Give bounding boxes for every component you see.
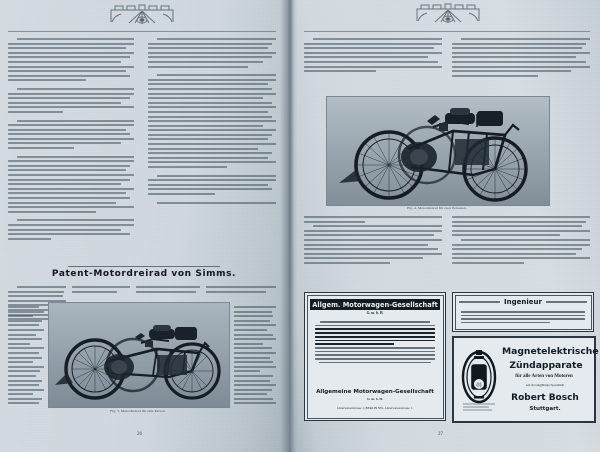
left-page-col3-lower bbox=[136, 286, 200, 302]
ad-bosch-subtagline: seit als langjährige Spezialität bbox=[525, 383, 565, 387]
ad-bosch-company: Robert Bosch bbox=[511, 393, 579, 403]
bosch-magneto-trademark bbox=[459, 344, 499, 414]
ad-bosch-title-line1: Magnetelektrische bbox=[502, 346, 599, 357]
left-page-col2-lower bbox=[72, 286, 130, 302]
figure-4-motor-tricycle-photo bbox=[326, 96, 550, 206]
right-page-col1-upper bbox=[304, 38, 442, 82]
figure-4-caption: Fig. 4. Motordreirad für zwei Personen. bbox=[407, 206, 467, 210]
left-page-top-rule bbox=[8, 31, 276, 32]
right-page-col2-lower bbox=[452, 216, 590, 278]
ad-ingenieur-title-row bbox=[459, 298, 587, 306]
ad-ingenieur-rule-right bbox=[546, 301, 587, 302]
right-page-col2-upper bbox=[452, 38, 590, 82]
left-page-col-right-of-photo bbox=[234, 306, 276, 418]
ad-bosch-tagline: für alle Arten von Motoren bbox=[515, 374, 573, 379]
book-gutter-shadow bbox=[280, 0, 298, 452]
ad-bosch-city: Stuttgart. bbox=[529, 406, 561, 412]
right-page-col1-lower bbox=[304, 216, 442, 278]
left-page-col4-lower bbox=[206, 286, 276, 302]
ad-ingenieur-body bbox=[461, 311, 585, 323]
ad-ingenieur-title: Ingenieur bbox=[504, 298, 542, 306]
ad-amg-footer-company: Allgemeine Motorwagen-Gesellschaft bbox=[316, 389, 434, 395]
left-page-col2-upper bbox=[148, 38, 276, 263]
left-page-folio: 26 bbox=[137, 432, 142, 437]
left-page-sidenote-column bbox=[8, 306, 44, 418]
left-page bbox=[2, 0, 282, 452]
art-nouveau-header-ornament bbox=[409, 3, 487, 25]
ad-bosch-title-line2: Zündapparate bbox=[509, 360, 583, 371]
ad-amg-footer-sub: G. m. b. H. bbox=[367, 397, 383, 401]
right-page bbox=[300, 0, 599, 452]
ad-amg-body bbox=[315, 321, 435, 365]
right-page-folio: 27 bbox=[438, 432, 443, 437]
article-headline: Patent-Motordreirad von Simms. bbox=[51, 269, 237, 279]
left-page-col1-upper bbox=[8, 38, 134, 263]
ad-ingenieur-wanted[interactable] bbox=[452, 292, 594, 332]
art-nouveau-header-ornament bbox=[103, 4, 181, 26]
ad-allgemeine-motorwagen-gesellschaft[interactable] bbox=[304, 292, 446, 421]
right-page-top-rule bbox=[304, 31, 590, 32]
ad-amg-subtitle: G. m. b. H. bbox=[366, 311, 384, 315]
ad-robert-bosch-ignition[interactable] bbox=[452, 336, 599, 423]
ad-amg-title: Allgem. Motorwagen-Gesellschaft bbox=[310, 299, 440, 310]
figure-5-motor-tricycle-photo bbox=[48, 302, 230, 408]
figure-5-caption: Fig. 5. Motordreirad für eine Person. bbox=[110, 409, 166, 413]
svg-text:(I): (I) bbox=[476, 382, 482, 389]
headline-rule-top bbox=[68, 266, 220, 267]
ad-amg-address: Unterwasserstrasse 1, BERLIN NW., Unterwasserstrasse 1. bbox=[337, 406, 413, 410]
ad-ingenieur-rule-left bbox=[459, 301, 500, 302]
